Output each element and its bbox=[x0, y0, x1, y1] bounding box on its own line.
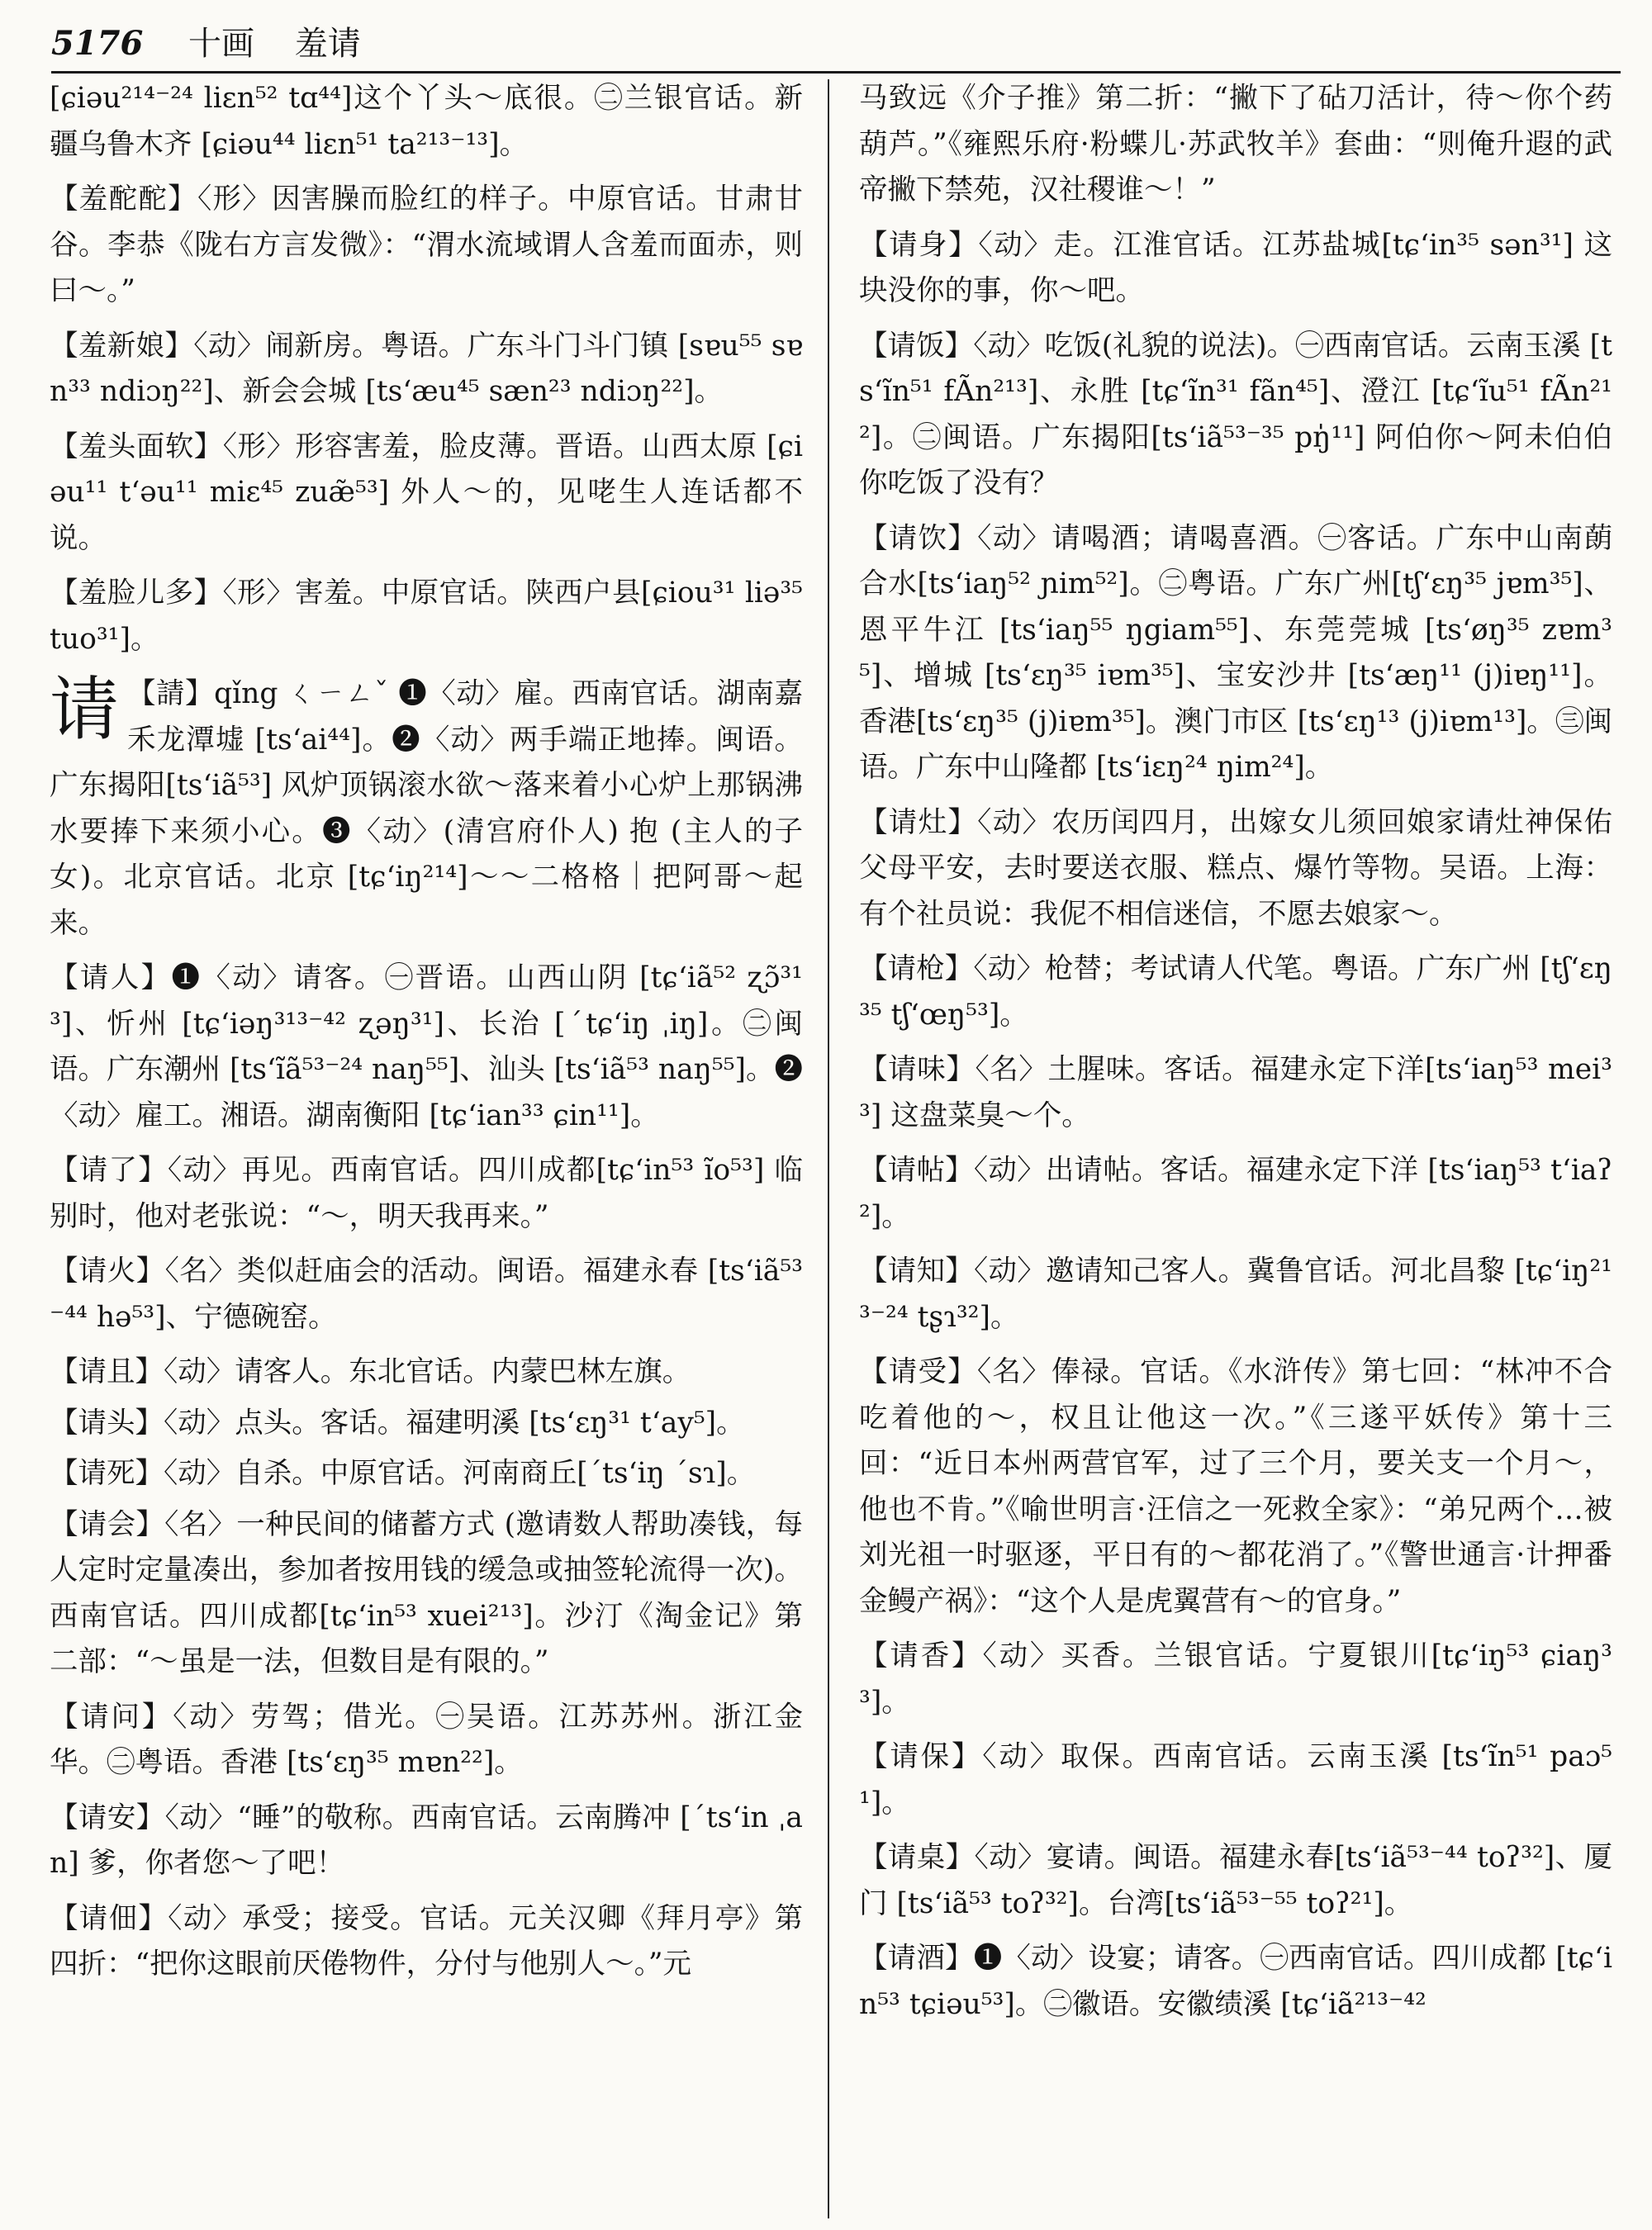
entry: 【请知】〈动〉邀请知己客人。冀鲁官话。河北昌黎 [tɕ‘iŋ²¹³⁻²⁴ tʂɿ³²]。 bbox=[859, 1255, 1612, 1334]
headword: 请 bbox=[50, 669, 120, 750]
entry: 【请火】〈名〉类似赶庙会的活动。闽语。福建永春 [ts‘iã⁵³⁻⁴⁴ hə⁵³]、宁德碗窑。 bbox=[50, 1255, 803, 1334]
entry: 【请桌】〈动〉宴请。闽语。福建永春[ts‘iã⁵³⁻⁴⁴ toʔ³²]、厦门 [ts‘iã⁵³ toʔ³²]。台湾[ts‘iã⁵³⁻⁵⁵ toʔ²¹]。 bbox=[859, 1841, 1612, 1920]
page-number: 5176 bbox=[51, 24, 144, 63]
entry: 【羞酡酡】〈形〉因害臊而脸红的样子。中原官话。甘肃甘谷。李恭《陇右方言发微》：“渭水流域谓人含羞而面赤，则曰～。” bbox=[50, 183, 803, 307]
entry: 【请饭】〈动〉吃饭(礼貌的说法)。㊀西南官话。云南玉溪 [ts‘ĩn⁵¹ fÃn²¹³]、永胜 [tɕ‘ĩn³¹ fãn⁴⁵]、澄江 [tɕ‘ĩu⁵¹ fÃn²¹²]。㊁闽语。广东揭阳[ts‘iã⁵³⁻³⁵ pŋ̍¹¹] 阿伯你～阿未伯伯你吃饭了没有？ bbox=[859, 329, 1612, 500]
entry: 【请身】〈动〉走。江淮官话。江苏盐城[tɕ‘in³⁵ sən³¹] 这块没你的事，你～吧。 bbox=[859, 228, 1612, 307]
entry: 【请香】〈动〉买香。兰银官话。宁夏银川[tɕ‘iŋ⁵³ ɕiaŋ³³]。 bbox=[859, 1639, 1612, 1719]
entry: 【请人】❶〈动〉请客。㊀晋语。山西山阴 [tɕ‘iã⁵² ʐɔ̃³¹³]、忻州 [tɕ‘iəŋ³¹³⁻⁴² ʐəŋ³¹]、长治 [ˊtɕ‘iŋ ˌiŋ]。㊁闽语。广东潮州 [ts‘ĩã⁵³⁻²⁴ naŋ⁵⁵]、汕头 [ts‘iã⁵³ naŋ⁵⁵]。❷〈动〉雇工。湘语。湖南衡阳 [tɕ‘ian³³ ɕin¹¹]。 bbox=[50, 961, 803, 1132]
entry: 【请了】〈动〉再见。西南官话。四川成都[tɕ‘in⁵³ ĩo⁵³] 临别时，他对老张说：“～，明天我再来。” bbox=[50, 1154, 803, 1233]
entry: 马致远《介子推》第二折：“撇下了砧刀活计，待～你个药葫芦。”《雍熙乐府·粉蝶儿·苏武牧羊》套曲：“则俺升遐的武帝撇下禁苑，汉社稷谁～！” bbox=[859, 82, 1612, 206]
entry: 【请受】〈名〉俸禄。官话。《水浒传》第七回：“林冲不合吃着他的～，权且让他这一次。”《三遂平妖传》第十三回：“近日本州两营官军，过了三个月，要关支一个月～，他也不肯。”《喻世明言·汪信之一死救全家》：“弟兄两个…被刘光祖一时驱逐，平日有的～都花消了。”《警世通言·计押番金鳗产祸》：“这个人是虎翼营有～的官身。” bbox=[859, 1355, 1612, 1618]
entry: 【请会】〈名〉一种民间的储蓄方式 (邀请数人帮助凑钱，每人定时定量凑出，参加者按用钱的缓急或抽签轮流得一次)。西南官话。四川成都[tɕ‘in⁵³ xuei²¹³]。沙汀《淘金记》第二部：“～虽是一法，但数目是有限的。” bbox=[50, 1507, 803, 1678]
entry: 【请保】〈动〉取保。西南官话。云南玉溪 [ts‘ĩn⁵¹ paɔ⁵¹]。 bbox=[859, 1740, 1612, 1820]
headword-entry bbox=[50, 671, 803, 947]
left-column bbox=[50, 76, 803, 2220]
entry: [ɕiəu²¹⁴⁻²⁴ liɛn⁵² tɑ⁴⁴]这个丫头～底很。㊁兰银官话。新疆乌鲁木齐 [ɕiəu⁴⁴ liɛn⁵¹ ta²¹³⁻¹³]。 bbox=[50, 82, 803, 161]
entry: 【请安】〈动〉“睡”的敬称。西南官话。云南腾冲 [ˊts‘in ˌan] 爹，你者您～了吧！ bbox=[50, 1801, 803, 1880]
entry: 【请头】〈动〉点头。客话。福建明溪 [ts‘ɛŋ³¹ t‘ay⁵]。 bbox=[50, 1406, 745, 1440]
entry: 【请死】〈动〉自杀。中原官话。河南商丘[ˊts‘iŋ ˊsɿ]。 bbox=[50, 1457, 756, 1490]
entry: 【请且】〈动〉请客人。东北官话。内蒙巴林左旗。 bbox=[50, 1355, 691, 1388]
entry: 【请味】〈名〉土腥味。客话。福建永定下洋[ts‘iaŋ⁵³ mei³³] 这盘菜臭～个。 bbox=[859, 1053, 1612, 1132]
entry: 【羞头面软】〈形〉形容害羞，脸皮薄。晋语。山西太原 [ɕiəu¹¹ t‘əu¹¹ miɛ⁴⁵ zuæ̃⁵³] 外人～的，见咾生人连话都不说。 bbox=[50, 429, 803, 555]
column-divider bbox=[828, 79, 829, 2218]
entry: 【请佃】〈动〉承受；接受。官话。元关汉卿《拜月亭》第四折：“把你这眼前厌倦物件，分付与他别人～。”元 bbox=[50, 1901, 803, 1981]
entry: 【请枪】〈动〉枪替；考试请人代笔。粤语。广东广州 [tʃ‘ɛŋ³⁵ tʃ‘œŋ⁵³]。 bbox=[859, 952, 1612, 1032]
page-header bbox=[51, 18, 1621, 69]
entry: 【请帖】〈动〉出请帖。客话。福建永定下洋 [ts‘iaŋ⁵³ t‘iaʔ²]。 bbox=[859, 1154, 1612, 1233]
section-label: 十画 bbox=[188, 25, 255, 63]
header-rule bbox=[51, 71, 1621, 74]
entry: 【请饮】〈动〉请喝酒；请喝喜酒。㊀客话。广东中山南蓢合水[ts‘iaŋ⁵² ɲim⁵²]。㊁粤语。广东广州[tʃ‘ɛŋ³⁵ jɐm³⁵]、恩平牛江 [ts‘iaŋ⁵⁵ ŋgiam⁵⁵]、东莞莞城 [ts‘øŋ³⁵ zɐm³⁵]、增城 [ts‘ɛŋ³⁵ iɐm³⁵]、宝安沙井 [ts‘æŋ¹¹ (j)iɐŋ¹¹]。香港[ts‘ɛŋ³⁵ (j)iɐm³⁵]。澳门市区 [ts‘ɛŋ¹³ (j)iɐm¹³]。㊂闽语。广东中山隆都 [ts‘iɛŋ²⁴ ŋim²⁴]。 bbox=[859, 521, 1612, 784]
entry: 【请灶】〈动〉农历闰四月，出嫁女儿须回娘家请灶神保佑父母平安，去时要送衣服、糕点、爆竹等物。吴语。上海：有个社员说：我伲不相信迷信，不愿去娘家～。 bbox=[859, 805, 1612, 931]
entry: 【请问】〈动〉劳驾；借光。㊀吴语。江苏苏州。浙江金华。㊁粤语。香港 [ts‘ɛŋ³⁵ mɐn²²]。 bbox=[50, 1700, 803, 1779]
right-column bbox=[859, 76, 1612, 2220]
headword-definition: 【請】qǐng ㄑㄧㄥˇ ❶〈动〉雇。西南官话。湖南嘉禾龙潭墟 [ts‘ai⁴⁴]。❷〈动〉两手端正地捧。闽语。广东揭阳[ts‘iã⁵³] 风炉顶锅滚水欲～落来着小心炉上那锅沸水要捧下来须小心。❸〈动〉(清宫府仆人) 抱 (主人的子女)。北京官话。北京 [tɕ‘iŋ²¹⁴]～～二格格｜把阿哥～起来。 bbox=[50, 677, 803, 940]
entry: 【请酒】❶〈动〉设宴；请客。㊀西南官话。四川成都 [tɕ‘in⁵³ tɕiəu⁵³]。㊁徽语。安徽绩溪 [tɕ‘iã²¹³⁻⁴² bbox=[859, 1942, 1612, 2021]
entry: 【羞脸儿多】〈形〉害羞。中原官话。陕西户县[ɕiou³¹ liə³⁵ tuo³¹]。 bbox=[50, 576, 803, 656]
entry: 【羞新娘】〈动〉闹新房。粤语。广东斗门斗门镇 [sɐu⁵⁵ sɐn³³ ndiɔŋ²²]、新会会城 [ts‘æu⁴⁵ sæn²³ ndiɔŋ²²]。 bbox=[50, 329, 803, 408]
entry-range: 羞请 bbox=[294, 25, 361, 63]
